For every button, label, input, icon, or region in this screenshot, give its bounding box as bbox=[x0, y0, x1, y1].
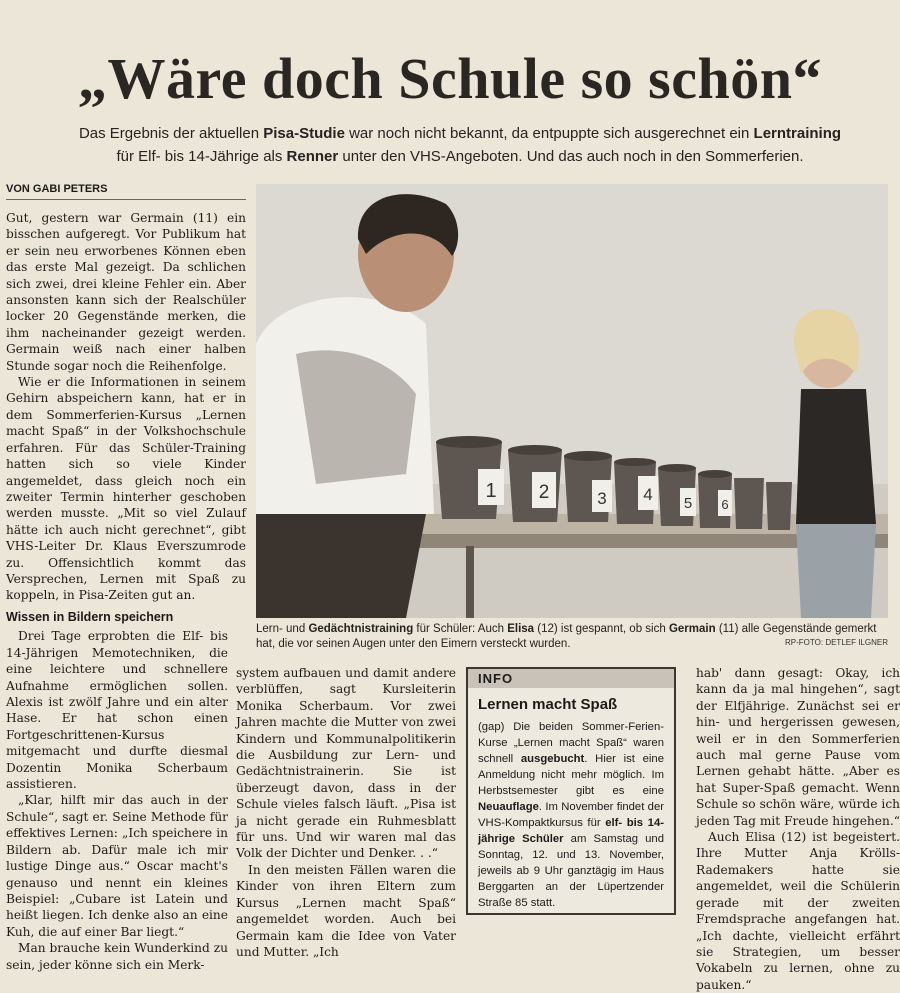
caption-text: (11) alle Gegenstände gemerkt hat, die vor seinen Augen unter den Eimern versteckt wurden. bbox=[256, 623, 877, 650]
photo-credit: RP-FOTO: DETLEF ILGNER bbox=[785, 638, 888, 647]
deck-text-2: war noch nicht bekannt, da entpuppte sich ausgerechnet ein bbox=[344, 125, 754, 142]
bucket bbox=[508, 445, 562, 522]
paragraph: In den meisten Fällen waren die Kinder von ihren Eltern zum Kursus „Lernen macht Spaß“ angemeldet worden. Auch bei Germain kam die Idee von Vater und Mutter. „Ich bbox=[236, 862, 456, 959]
paragraph: Gut, gestern war Germain (11) ein bisschen aufgeregt. Vor Publikum hat er sein neu erworbenes Können eben das erste Mal gezeigt. Da schlichen sich zwei, drei kleine Fehler ein. Aber ansonsten kann sich der Realschüler locker 20 Gegenstände merken, die ihm nacheinander gezeigt werden. Germain weiß nach einer halben Stunde sogar noch die Reihenfolge. bbox=[6, 211, 246, 373]
info-text: . Hier ist eine Anmeldung nicht mehr möglich. Im Herbstsemester gibt es eine bbox=[478, 753, 664, 797]
caption-text: (12) ist gespannt, ob sich bbox=[534, 623, 669, 635]
paragraph: hab' dann gesagt: Okay, ich kann da ja mal hingehen“, sagt der Elfjährige. Zunächst sei er hin- und hergerissen gewesen, weil er in den Sommerferien auch mal gerne Pause vom Lernen gehabt hätte. „Aber es hat Super-Spaß gemacht. Wenn Schule so schön wäre, würde ich jeden Tag mit Freude hingehen.“ bbox=[696, 666, 900, 828]
deck-text-3: für Elf- bis 14-Jährige als bbox=[116, 148, 287, 165]
photo-caption bbox=[256, 622, 888, 652]
info-tag: INFO bbox=[468, 669, 674, 688]
deck-bold-3: Renner bbox=[286, 148, 339, 165]
info-body bbox=[468, 719, 674, 911]
deck bbox=[60, 122, 860, 168]
article-column-2 bbox=[236, 665, 456, 959]
caption-text: für Schüler: Auch bbox=[413, 623, 508, 635]
article-column-1 bbox=[6, 210, 246, 603]
bucket-label: 3 bbox=[597, 489, 607, 508]
paragraph: Drei Tage erprobten die Elf- bis 14-Jährigen Memotechniken, die eine leichtere und schnellere Aufnahme ermöglichen sollen. Alexis ist zwölf Jahre und ein alter Hase. Er hat schon einen Fortgeschrittenen-Kursus mitgemacht und durfte diesmal Dozentin Monika Scherbaum assistieren. bbox=[6, 629, 228, 792]
caption-text: Lern- und bbox=[256, 623, 309, 635]
info-bold: elf- bis 14-jährige Schüler bbox=[478, 817, 664, 845]
paragraph: Auch Elisa (12) ist begeistert. Ihre Mutter Anja Krölls-Rademakers hatte sie angemeldet, weil die Schülerin gerade mit der zweiten Fremdsprache angefangen hat. „Ich dachte, vielleicht erfährt sie Strategien, um besser Vokabeln zu lernen, ohne zu pauken.“ bbox=[696, 830, 900, 992]
article-column-4 bbox=[696, 665, 900, 992]
info-text: (gap) Die beiden Sommer-Ferien-Kurse „Lernen macht Spaß“ waren schnell bbox=[478, 721, 664, 765]
photo bbox=[256, 184, 888, 618]
deck-bold-1: Pisa-Studie bbox=[263, 125, 345, 142]
bucket bbox=[658, 464, 696, 526]
info-box bbox=[466, 667, 676, 915]
bucket-label: 4 bbox=[643, 485, 653, 504]
bucket bbox=[564, 451, 612, 522]
caption-bold: Gedächtnistraining bbox=[308, 623, 414, 635]
deck-text-4: unter den VHS-Angeboten. Und das auch noch in den Sommerferien. bbox=[338, 148, 804, 165]
headline: „Wäre doch Schule so schön“ bbox=[78, 46, 822, 111]
bucket-label: 6 bbox=[721, 497, 729, 512]
subhead: Wissen in Bildern speichern bbox=[6, 610, 174, 624]
info-bold: Neuauflage bbox=[478, 801, 539, 813]
article-column-1-lower bbox=[6, 602, 228, 972]
deck-bold-2: Lerntraining bbox=[753, 125, 842, 142]
paragraph: Man brauche kein Wunderkind zu sein, jeder könne sich ein Merk- bbox=[6, 941, 228, 972]
byline: VON GABI PETERS bbox=[6, 183, 246, 200]
bucket bbox=[698, 470, 732, 528]
bucket bbox=[614, 458, 658, 524]
caption-bold: Elisa bbox=[507, 623, 535, 635]
caption-bold: Germain bbox=[668, 623, 716, 635]
bucket-label: 5 bbox=[683, 495, 693, 512]
bucket-label: 2 bbox=[538, 482, 550, 503]
info-title: Lernen macht Spaß bbox=[478, 696, 618, 713]
photo-illustration bbox=[256, 184, 888, 618]
paragraph: Wie er die Informationen in seinem Gehirn abspeichern kann, hat er in dem Sommerferien-Kursus „Lernen macht Spaß“ in der Volkshochschule erfahren. Für das Schüler-Training hatten sich so viele Kinder angemeldet, dass gleich noch ein zweiter Termin hinterher geschoben werden musste. „Mit so viel Zulauf hätte ich auch nicht gerechnet“, gibt VHS-Leiter Dr. Klaus Everszumrode zu. Offensichtlich kommt das Versprechen, Lernen mit Spaß zu koppeln, in Pisa-Zeiten gut an. bbox=[6, 375, 246, 603]
deck-text-1: Das Ergebnis der aktuellen bbox=[78, 125, 264, 142]
paragraph: „Klar, hilft mir das auch in der Schule“, sagt er. Seine Methode für effektives Lernen: „Ich speichere in Bildern ab. Dafür male ich mir lustige Dinge aus.“ Oscar macht's genauso und nennt ein kleines Beispiel: „Cubare ist Latein und heißt liegen. Ich denke also an eine Kuh, die auf einer Bar liegt.“ bbox=[6, 793, 228, 939]
bucket bbox=[436, 436, 504, 519]
info-bold: ausgebucht bbox=[520, 753, 585, 765]
paragraph: system aufbauen und damit andere verblüffen, sagt Kursleiterin Monika Scherbaum. Vor zwei Jahren machte die Mutter von zwei Kindern und Kommunalpolitikerin die Ausbildung zur Lern- und Gedächtnistrainerin. Sie ist überzeugt davon, dass in der Schule vieles falsch läuft. „Pisa ist ja nicht gerade ein Ruhmesblatt für uns. Und wir waren mal das Volk der Dichter und Denker. . .“ bbox=[236, 666, 456, 861]
info-text: am Samstag und Sonntag, 12. und 13. November, jeweils ab 9 Uhr ganztägig im Haus Berggarten an der Lüpertzender Straße 85 statt. bbox=[478, 833, 664, 909]
bucket-label: 1 bbox=[485, 480, 497, 502]
info-text: . Im November findet der VHS-Kompaktkursus für bbox=[478, 801, 664, 829]
